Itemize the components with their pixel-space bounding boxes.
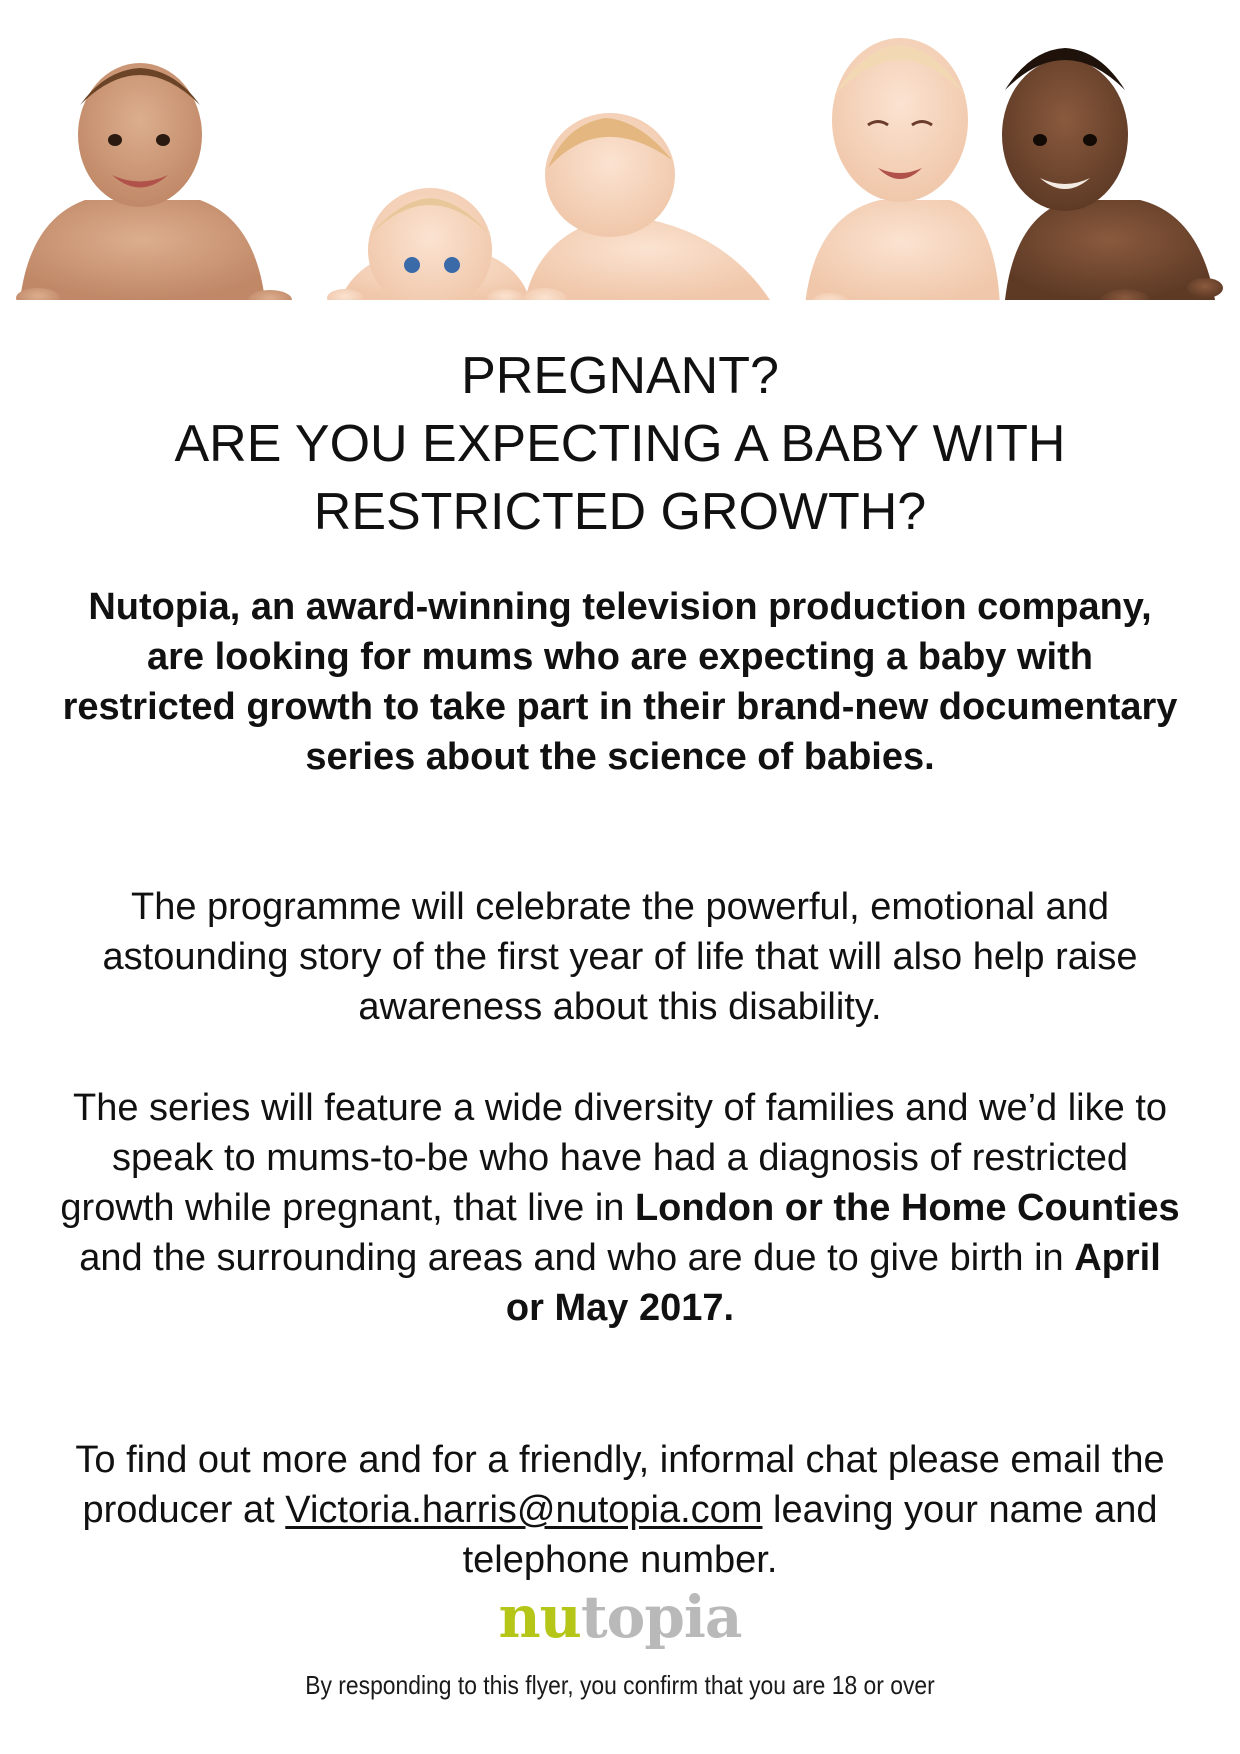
baby-1-figure [16, 63, 292, 310]
programme-paragraph: The programme will celebrate the powerful, emotional and astounding story of the first year of life that will also help raise awareness about this disability. [102, 886, 1138, 1028]
intro-paragraph: Nutopia, an award-winning television production company, are looking for mums who are expecting a baby with restricted growth to take part in their brand-new documentary series about the science of babies. [62, 586, 1178, 778]
logo-topia: topia [580, 1583, 742, 1651]
headline-line-2: ARE YOU EXPECTING A BABY WITH [174, 415, 1066, 473]
headline-line-1: PREGNANT? [461, 347, 779, 405]
age-disclaimer: By responding to this flyer, you confirm that you are 18 or over [305, 1670, 935, 1700]
series-paragraph [60, 1083, 1180, 1333]
series-text-2: and the surrounding areas and who are due to give birth in [79, 1237, 1075, 1279]
baby-5-figure [1002, 48, 1223, 311]
baby-4-figure [805, 38, 1000, 327]
logo-nu: nu [498, 1583, 581, 1651]
nutopia-logo [0, 1582, 1240, 1652]
contact-text-2: leaving your name and telephone number. [462, 1489, 1158, 1581]
producer-email-link[interactable]: Victoria.harris@nutopia.com [285, 1489, 763, 1531]
baby-3-figure [523, 113, 770, 332]
contact-text-1: To find out more and for a friendly, informal chat please email the producer at [75, 1439, 1165, 1531]
contact-paragraph [60, 1435, 1180, 1585]
headline [0, 342, 1240, 546]
series-due-date: April or May 2017. [505, 1237, 1161, 1329]
headline-line-3: RESTRICTED GROWTH? [313, 483, 927, 541]
series-text-1: The series will feature a wide diversity of families and we’d like to speak to mums-to-be who have had a diagnosis of restricted growth while pregnant, that live in [60, 1087, 1168, 1229]
hero-babies-image [0, 0, 1240, 340]
baby-2-figure [327, 188, 530, 312]
series-location: London or the Home Counties [634, 1187, 1180, 1229]
